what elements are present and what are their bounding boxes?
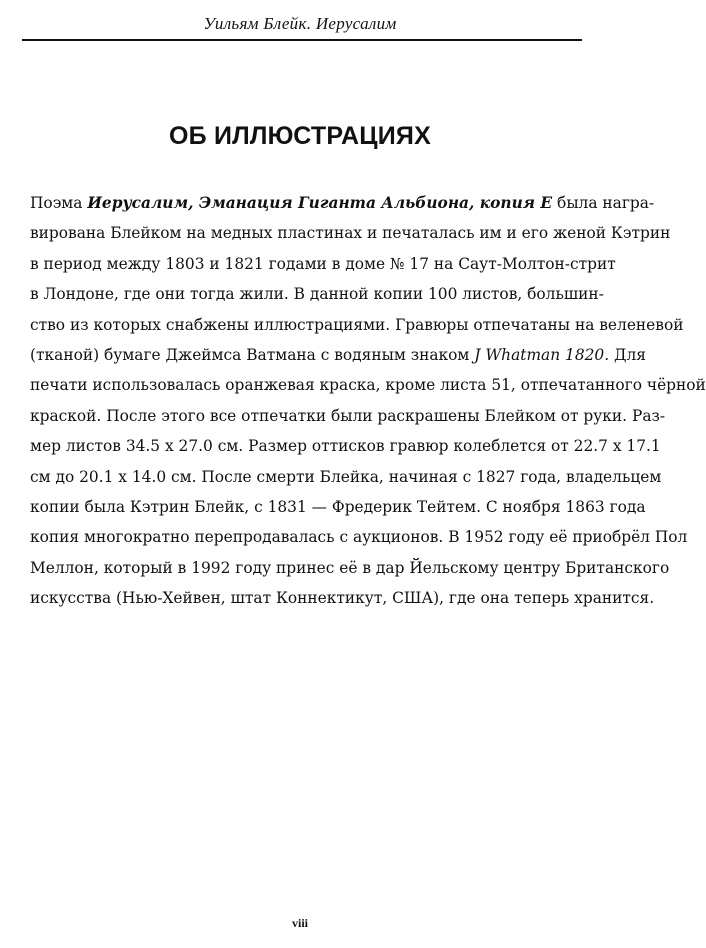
paragraph-line: копия многократно перепродавалась с аукционов. В 1952 году её приобрёл Пол [30, 528, 688, 547]
paragraph-line: Меллон, который в 1992 году принес её в дар Йельскому центру Британского [30, 558, 670, 577]
line-text: (тканой) бумаге Джеймса Ватмана с водяным знаком [30, 346, 470, 365]
running-header: Уильям Блейк. Иерусалим [203, 14, 397, 33]
line-text: Для [614, 346, 646, 365]
paragraph-line: вирована Блейком на медных пластинах и печаталась им и его женой Кэтрин [30, 224, 671, 243]
section-title: ОБ ИЛЛЮСТРАЦИЯХ [169, 122, 431, 150]
watermark-text: J Whatman 1820. [474, 346, 610, 365]
paragraph-line [30, 188, 655, 218]
paragraph-line: копии была Кэтрин Блейк, с 1831 — Фредерик Тейтем. С ноября 1863 года [30, 498, 646, 517]
paragraph-line [30, 340, 646, 370]
body-paragraph [30, 188, 706, 614]
paragraph-line: печати использовалась оранжевая краска, кроме листа 51, отпечатанного чёрной [30, 376, 706, 395]
paragraph-line: краской. После этого все отпечатки были раскрашены Блейком от руки. Раз- [30, 406, 666, 425]
paragraph-line: мер листов 34.5 х 27.0 см. Размер оттисков гравюр колеблется от 22.7 х 17.1 [30, 437, 661, 456]
page-number: viii [291, 916, 308, 930]
header-rule [22, 39, 582, 41]
paragraph-line: ство из которых снабжены иллюстрациями. Гравюры отпечатаны на веленевой [30, 315, 684, 334]
paragraph-line: в Лондоне, где они тогда жили. В данной копии 100 листов, большин- [30, 285, 604, 304]
intro-word: Поэма [30, 194, 83, 212]
paragraph-line: в период между 1803 и 1821 годами в доме № 17 на Саут-Молтон-стрит [30, 254, 616, 273]
work-title: Иерусалим, Эманация Гиганта Альбиона, копия Е [87, 194, 553, 212]
paragraph-line: см до 20.1 х 14.0 см. После смерти Блейка, начиная с 1827 года, владельцем [30, 467, 662, 486]
paragraph-line: искусства (Нью-Хейвен, штат Коннектикут, США), где она теперь хранится. [30, 589, 655, 608]
line-text: была награ- [557, 194, 655, 212]
